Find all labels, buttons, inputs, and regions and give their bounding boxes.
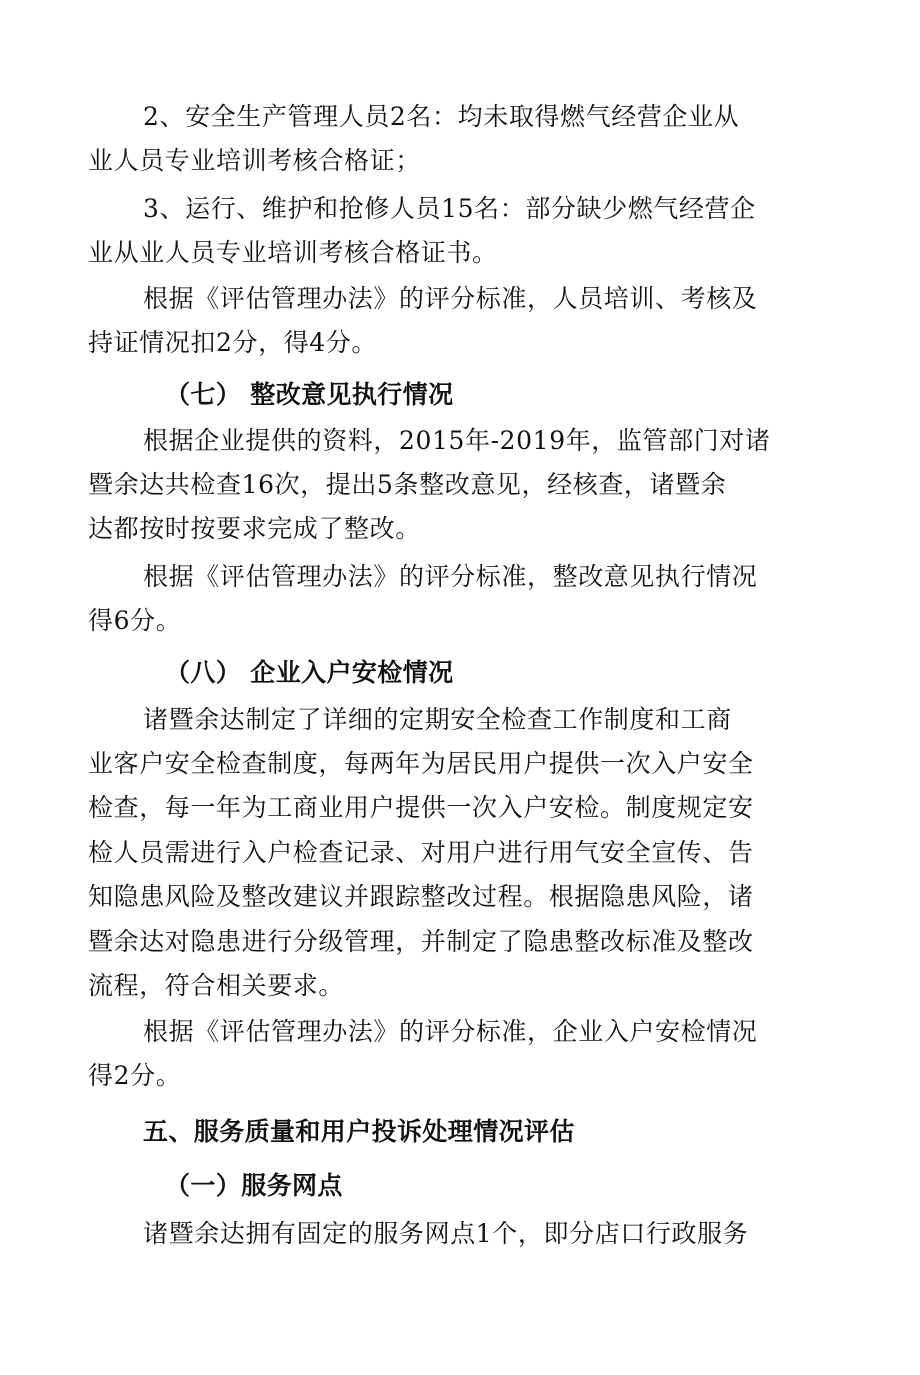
text-line: 达都按时按要求完成了整改。 [88, 514, 421, 543]
section-heading-7: （七） 整改意见执行情况 [165, 380, 454, 409]
text-line: 2、安全生产管理人员2名：均未取得燃气经营企业从 [143, 102, 740, 131]
text-line: 诸暨余达拥有固定的服务网点1个，即分店口行政服务 [143, 1219, 749, 1248]
text-line: 得2分。 [88, 1061, 182, 1090]
text-line: 根据《评估管理办法》的评分标准，整改意见执行情况 [143, 562, 758, 591]
text-line: 业从业人员专业培训考核合格证书。 [88, 238, 498, 267]
text-line: 诸暨余达制定了详细的定期安全检查工作制度和工商 [143, 705, 732, 734]
text-line: 3、运行、维护和抢修人员15名：部分缺少燃气经营企 [143, 194, 756, 223]
text-line: 得6分。 [88, 606, 182, 635]
text-line: 根据《评估管理办法》的评分标准，企业入户安检情况 [143, 1017, 758, 1046]
text-line: 检人员需进行入户检查记录、对用户进行用气安全宣传、告 [88, 838, 754, 867]
text-line: 持证情况扣2分，得4分。 [88, 328, 378, 357]
text-line: 暨余达共检查16次，提出5条整改意见，经核查，诸暨余 [88, 470, 727, 499]
section-heading-8: （八） 企业入户安检情况 [165, 658, 454, 687]
chapter-heading-5: 五、服务质量和用户投诉处理情况评估 [143, 1117, 575, 1146]
text-line: 业人员专业培训考核合格证； [88, 146, 421, 175]
text-line: 业客户安全检查制度，每两年为居民用户提供一次入户安全 [88, 749, 754, 778]
text-line: 根据企业提供的资料，2015年-2019年，监管部门对诸 [143, 426, 771, 455]
text-line: 检查，每一年为工商业用户提供一次入户安检。制度规定安 [88, 793, 754, 822]
text-line: 知隐患风险及整改建议并跟踪整改过程。根据隐患风险，诸 [88, 882, 754, 911]
subsection-heading-1: （一）服务网点 [165, 1171, 343, 1200]
text-line: 流程，符合相关要求。 [88, 971, 345, 1000]
text-line: 根据《评估管理办法》的评分标准，人员培训、考核及 [143, 284, 758, 313]
text-line: 暨余达对隐患进行分级管理，并制定了隐患整改标准及整改 [88, 927, 754, 956]
